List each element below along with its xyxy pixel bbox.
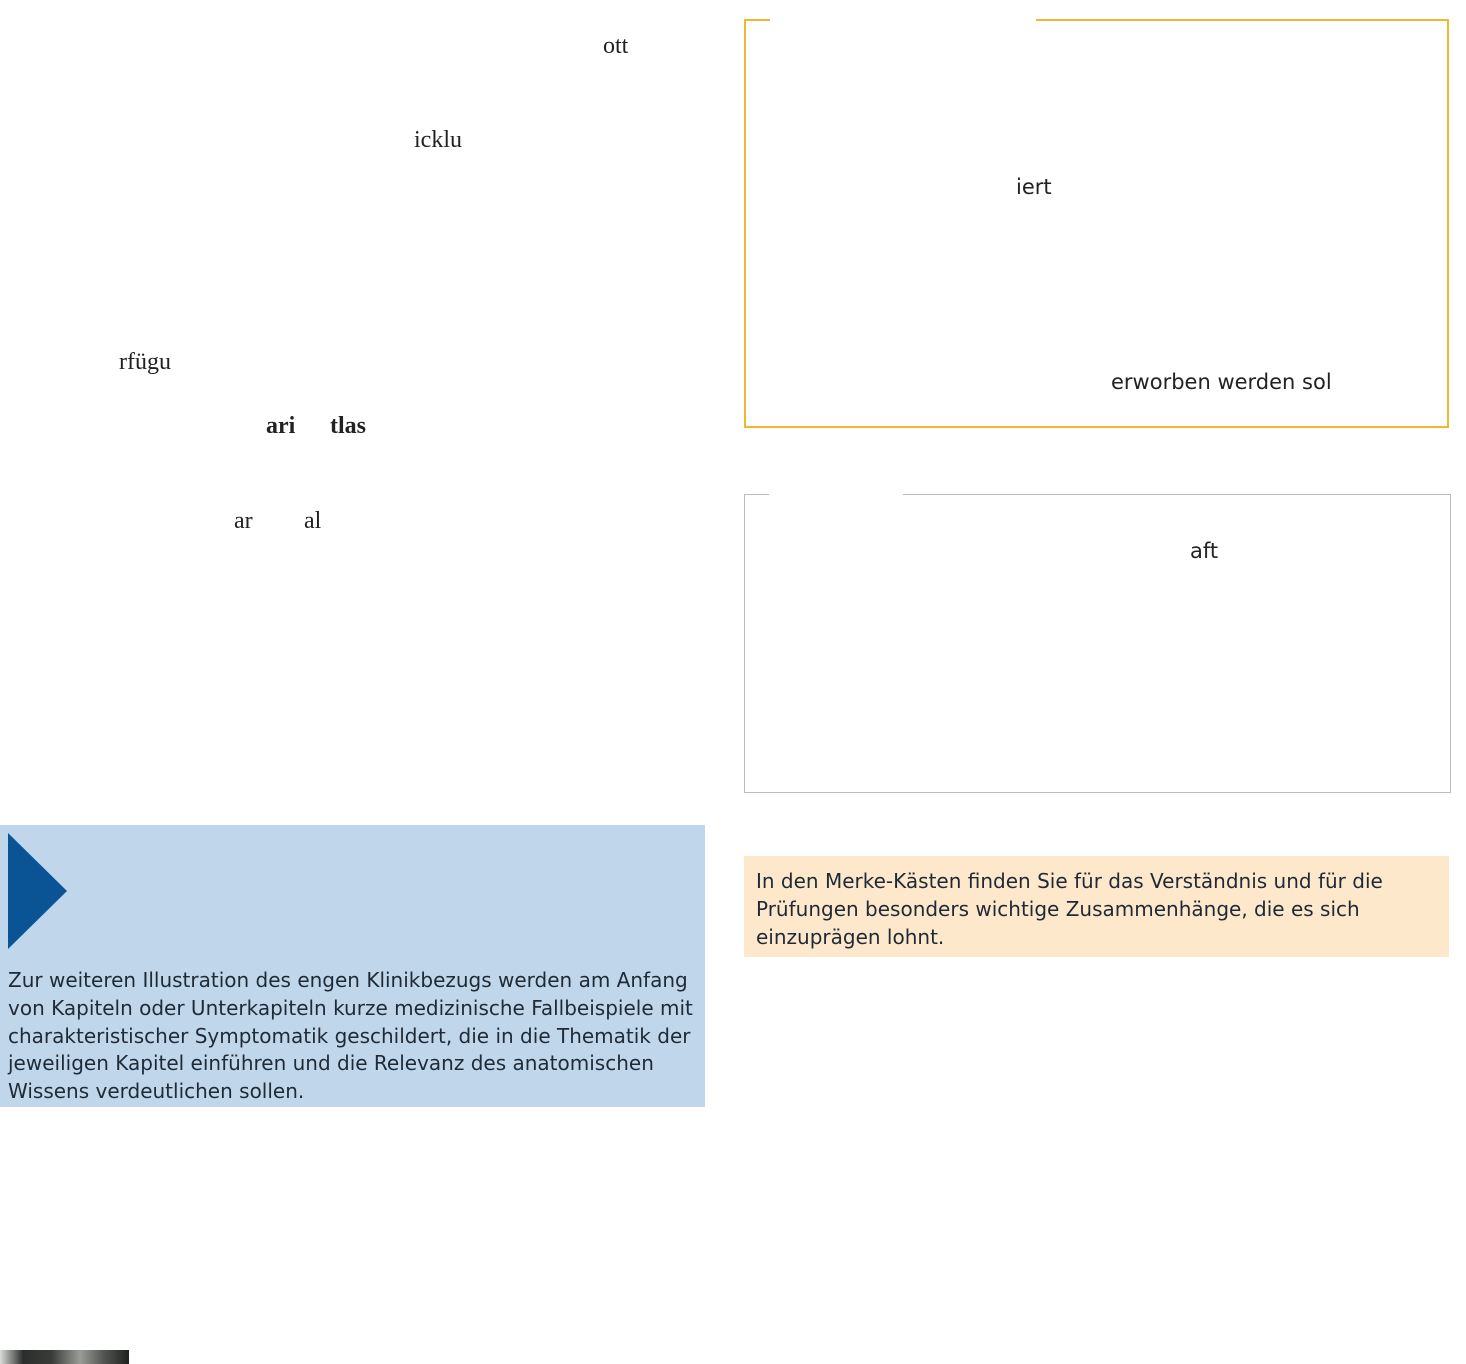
clinical-case-box (0, 825, 705, 1107)
box-text-fragment: erworben werden sol (1111, 370, 1332, 394)
text-fragment: icklu (414, 127, 462, 153)
box-title-gap (770, 18, 1036, 23)
text-fragment: rfügu (119, 349, 171, 375)
text-fragment: ott (603, 33, 629, 59)
text-fragment: al (304, 508, 322, 534)
learning-objectives-box (744, 19, 1449, 428)
bold-text-fragment: ari (266, 413, 296, 439)
merke-box (744, 856, 1449, 957)
text-fragment: ar (234, 508, 253, 534)
box-title-gap (769, 492, 903, 497)
bold-text-fragment: tlas (330, 413, 366, 439)
merke-text: In den Merke-Kästen finden Sie für das Verständnis und für die Prüfungen besonders wichtige Zusammenhänge, die es sich einzuprägen lohnt. (756, 869, 1383, 949)
photo-thumbnail (0, 1350, 129, 1364)
info-box (744, 494, 1451, 793)
box-text-fragment: aft (1190, 539, 1219, 563)
play-arrow-icon (8, 833, 67, 949)
box-text-fragment: iert (1016, 175, 1052, 199)
clinical-case-text: Zur weiteren Illustration des engen Klinikbezugs werden am Anfang von Kapiteln oder Unterkapiteln kurze medizinische Fallbeispiele mit charakteristischer Symptomatik geschildert, die in die Thematik der jeweiligen Kapitel einführen und die Relevanz des anatomischen Wissens verdeutlichen sollen. (8, 968, 693, 1104)
